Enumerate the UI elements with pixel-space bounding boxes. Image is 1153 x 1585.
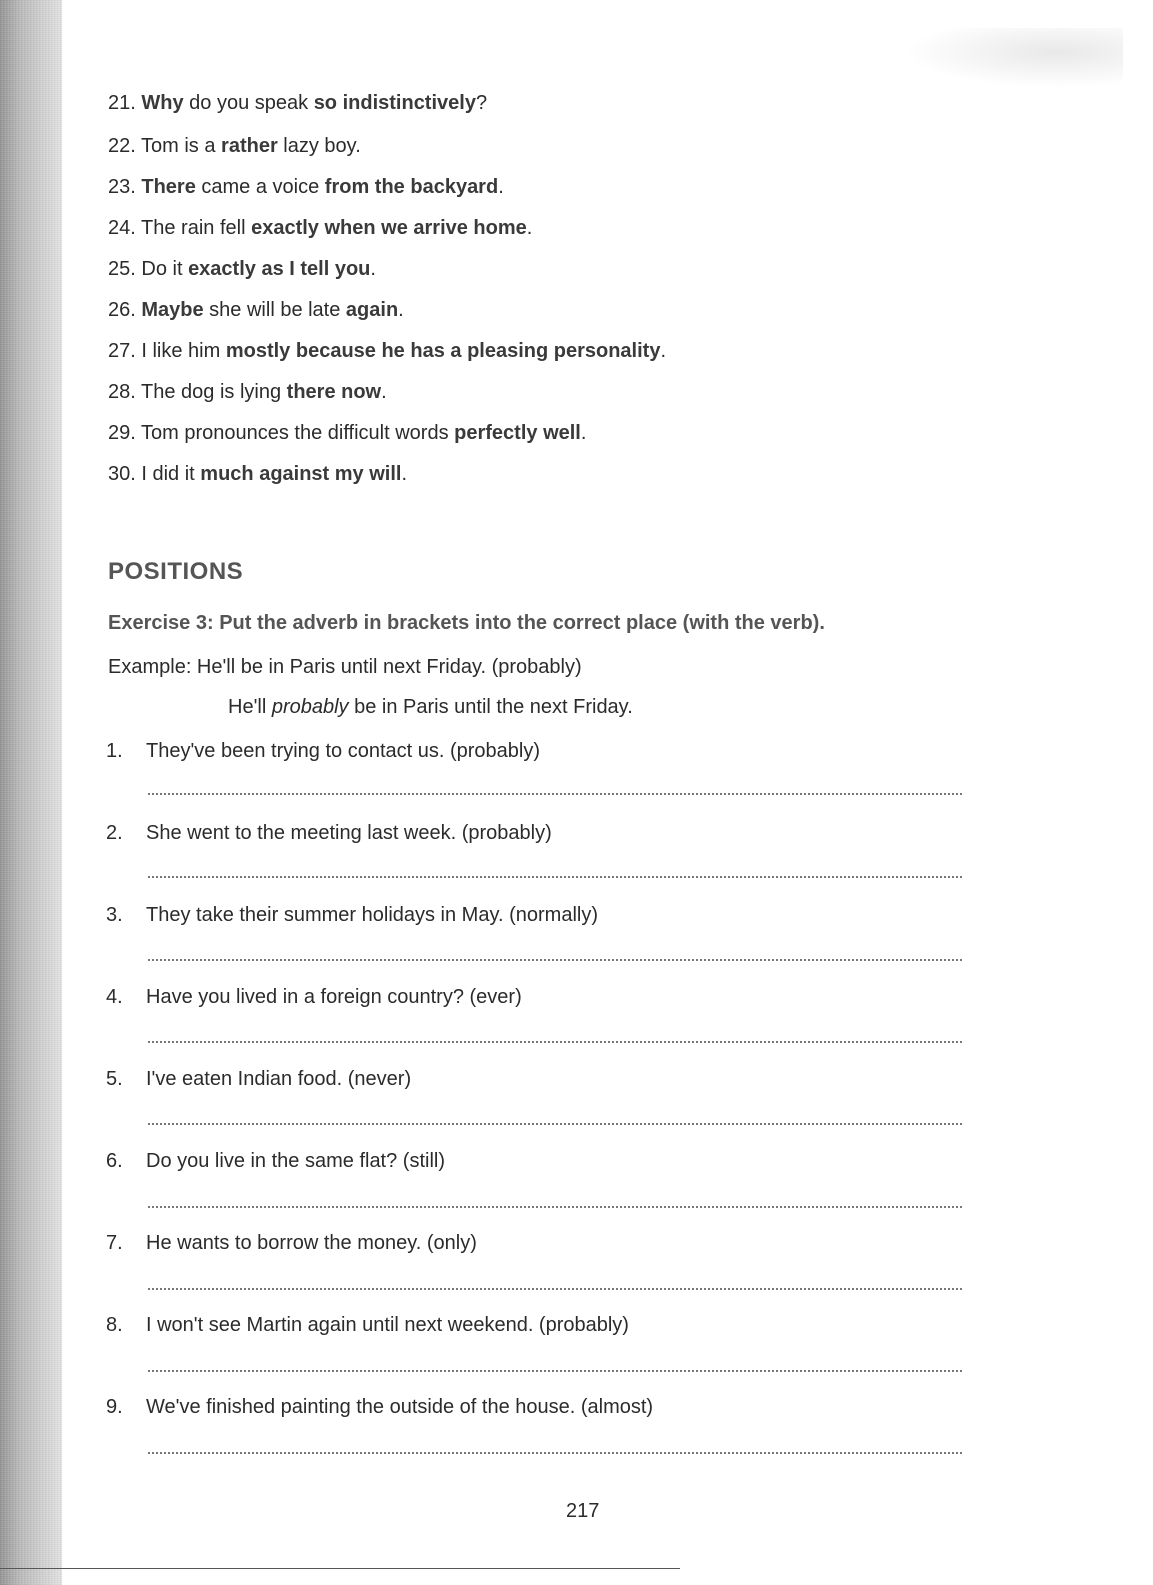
answer-line[interactable] [148, 793, 962, 795]
sentence-item: 27. I like him mostly because he has a pleasing personality. [108, 340, 667, 362]
page-number: 217 [566, 1500, 600, 1522]
answer-line[interactable] [148, 1452, 962, 1454]
item-text: I won't see Martin again until next weekend. (probably) [146, 1314, 629, 1336]
item-text: They take their summer holidays in May. (normally) [146, 904, 598, 926]
item-number: 5. [106, 1068, 123, 1090]
answer-line[interactable] [148, 1123, 962, 1125]
item-number: 7. [106, 1232, 123, 1254]
answer-line[interactable] [148, 876, 962, 878]
answer-line[interactable] [148, 1206, 962, 1208]
item-text: She went to the meeting last week. (probably) [146, 822, 552, 844]
sentence-item: 29. Tom pronounces the difficult words perfectly well. [108, 422, 587, 444]
bottom-rule [0, 1568, 680, 1569]
item-text: I've eaten Indian food. (never) [146, 1068, 412, 1090]
item-text: Have you lived in a foreign country? (ever) [146, 986, 522, 1008]
answer-line[interactable] [148, 1041, 962, 1043]
scan-shadow-edge [0, 0, 62, 1585]
item-text: He wants to borrow the money. (only) [146, 1232, 477, 1254]
sentence-item: 21. Why do you speak so indistinctively? [108, 92, 488, 114]
item-text: Do you live in the same flat? (still) [146, 1150, 446, 1172]
item-number: 6. [106, 1150, 123, 1172]
item-text: They've been trying to contact us. (probably) [146, 740, 541, 762]
scan-smudge [903, 28, 1123, 88]
item-number: 4. [106, 986, 123, 1008]
sentence-item: 24. The rain fell exactly when we arrive home. [108, 217, 533, 239]
sentence-item: 25. Do it exactly as I tell you. [108, 258, 376, 280]
item-number: 8. [106, 1314, 123, 1336]
item-number: 9. [106, 1396, 123, 1418]
section-heading: POSITIONS [108, 558, 244, 585]
sentence-item: 26. Maybe she will be late again. [108, 299, 404, 321]
item-text: We've finished painting the outside of the house. (almost) [146, 1396, 654, 1418]
exercise-title: Exercise 3: Put the adverb in brackets into the correct place (with the verb). [108, 612, 825, 634]
item-number: 1. [106, 740, 123, 762]
sentence-item: 23. There came a voice from the backyard. [108, 176, 504, 198]
example-sentence: Example: He'll be in Paris until next Friday. (probably) [108, 656, 582, 678]
sentence-item: 22. Tom is a rather lazy boy. [108, 135, 361, 157]
answer-line[interactable] [148, 959, 962, 961]
answer-line[interactable] [148, 1370, 962, 1372]
example-answer: He'll probably be in Paris until the next Friday. [228, 696, 633, 718]
item-number: 3. [106, 904, 123, 926]
answer-line[interactable] [148, 1288, 962, 1290]
sentence-item: 28. The dog is lying there now. [108, 381, 387, 403]
sentence-item: 30. I did it much against my will. [108, 463, 408, 485]
item-number: 2. [106, 822, 123, 844]
